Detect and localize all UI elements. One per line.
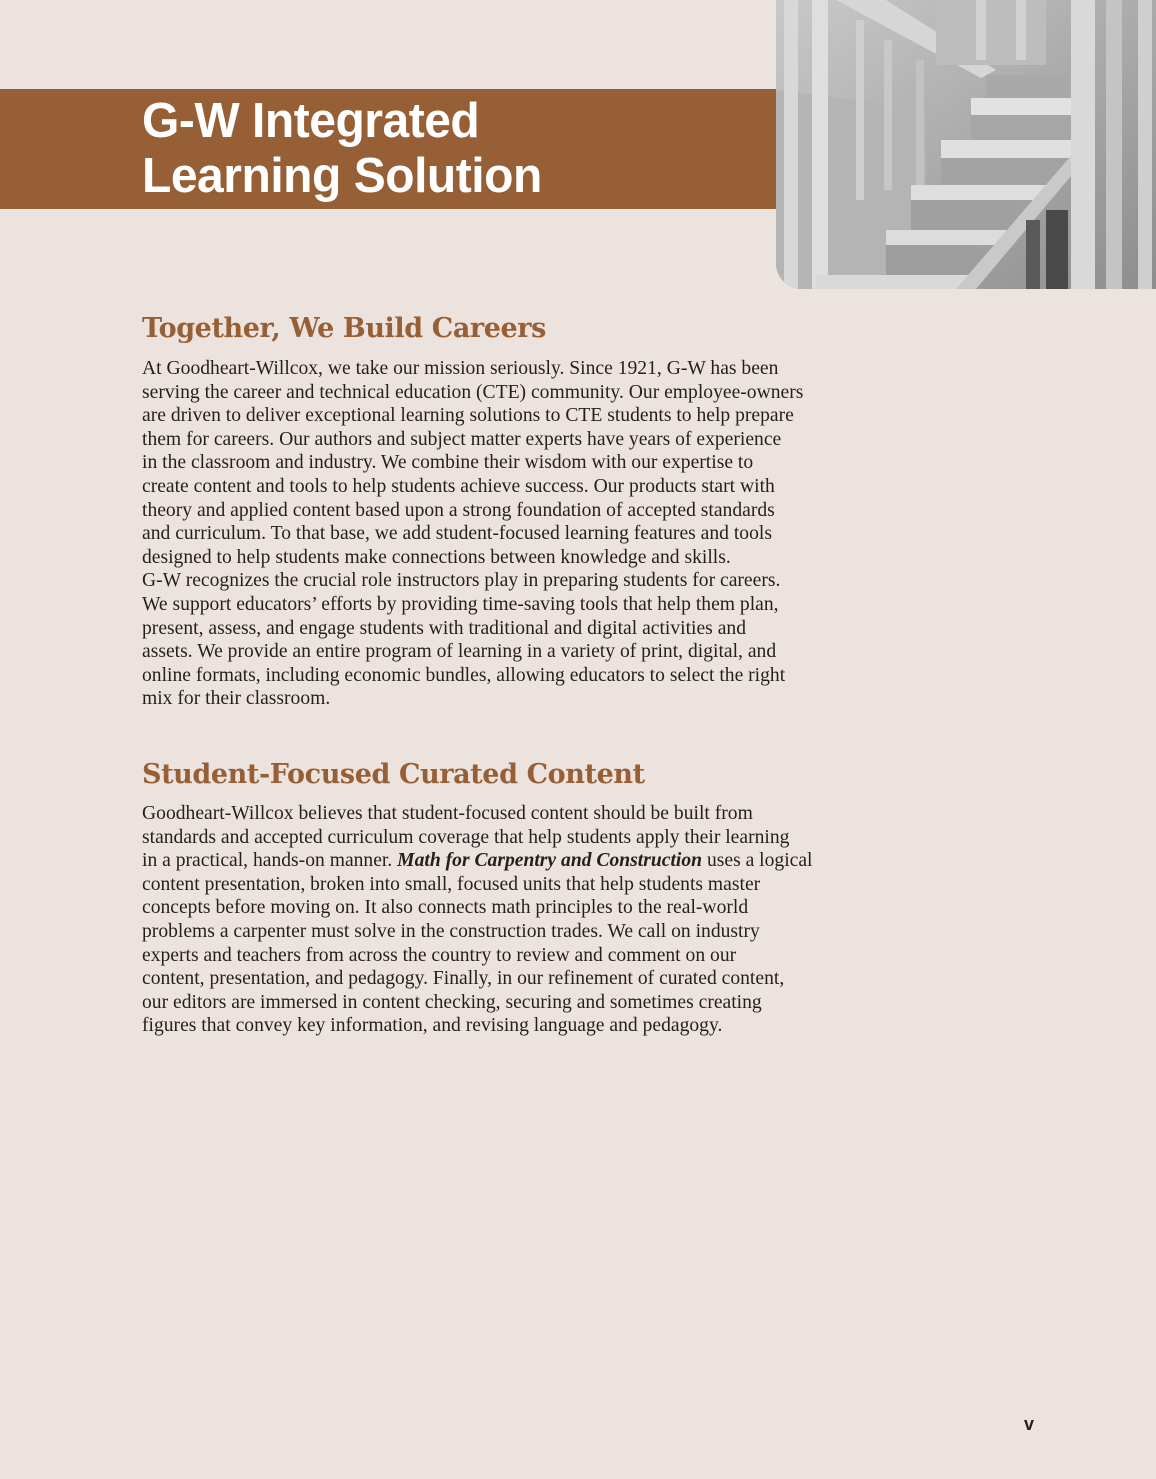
body-line bbox=[142, 849, 872, 873]
body-line: content, presentation, and pedagogy. Finally, in our refinement of curated content, bbox=[142, 968, 785, 990]
photo-staircase-icon bbox=[776, 0, 1156, 289]
section-heading-curated: Student-Focused Curated Content bbox=[142, 759, 645, 790]
body-line: designed to help students make connections between knowledge and skills. bbox=[142, 546, 731, 568]
body-line: are driven to deliver exceptional learning solutions to CTE students to help prepare bbox=[142, 405, 794, 427]
page-title-line-2: Learning Solution bbox=[142, 149, 542, 203]
body-line: in the classroom and industry. We combine their wisdom with our expertise to bbox=[142, 452, 754, 474]
body-line: experts and teachers from across the country to review and comment on our bbox=[142, 944, 737, 966]
page-title-line-1: G-W Integrated bbox=[142, 94, 480, 148]
body-text-fragment: uses a logical bbox=[702, 850, 813, 872]
body-line: G-W recognizes the crucial role instructors play in preparing students for careers. bbox=[142, 570, 781, 592]
body-line: Goodheart-Willcox believes that student-focused content should be built from bbox=[142, 803, 753, 824]
body-line: our editors are immersed in content checking, securing and sometimes creating bbox=[142, 991, 762, 1013]
book-title: Math for Carpentry and Construction bbox=[397, 850, 703, 872]
body-line: them for careers. Our authors and subject matter experts have years of experience bbox=[142, 428, 782, 450]
page-title bbox=[142, 94, 542, 204]
section-body-together bbox=[142, 357, 872, 711]
body-line: and curriculum. To that base, we add student-focused learning features and tools bbox=[142, 523, 772, 545]
body-line: content presentation, broken into small, focused units that help students master bbox=[142, 873, 761, 895]
body-line: theory and applied content based upon a strong foundation of accepted standards bbox=[142, 499, 775, 521]
body-line: assets. We provide an entire program of learning in a variety of print, digital, and bbox=[142, 641, 777, 663]
staircase-photo bbox=[776, 0, 1156, 289]
body-line: create content and tools to help students achieve success. Our products start with bbox=[142, 475, 775, 497]
body-line: concepts before moving on. It also connects math principles to the real-world bbox=[142, 897, 749, 919]
body-line: problems a carpenter must solve in the construction trades. We call on industry bbox=[142, 920, 760, 942]
body-line: present, assess, and engage students with traditional and digital activities and bbox=[142, 617, 746, 639]
page-number: v bbox=[1024, 1414, 1035, 1434]
body-line: We support educators’ efforts by providing time-saving tools that help them plan, bbox=[142, 593, 779, 615]
body-line: standards and accepted curriculum coverage that help students apply their learning bbox=[142, 826, 790, 848]
body-line: online formats, including economic bundles, allowing educators to select the right bbox=[142, 664, 786, 686]
body-line: figures that convey key information, and revising language and pedagogy. bbox=[142, 1015, 723, 1037]
body-line: mix for their classroom. bbox=[142, 688, 331, 710]
body-line: At Goodheart-Willcox, we take our mission seriously. Since 1921, G-W has been bbox=[142, 358, 779, 379]
section-body-curated bbox=[142, 802, 872, 1038]
body-line: serving the career and technical education (CTE) community. Our employee-owners bbox=[142, 381, 804, 403]
body-text-fragment: in a practical, hands-on manner. bbox=[142, 850, 398, 872]
section-heading-together: Together, We Build Careers bbox=[142, 313, 546, 344]
